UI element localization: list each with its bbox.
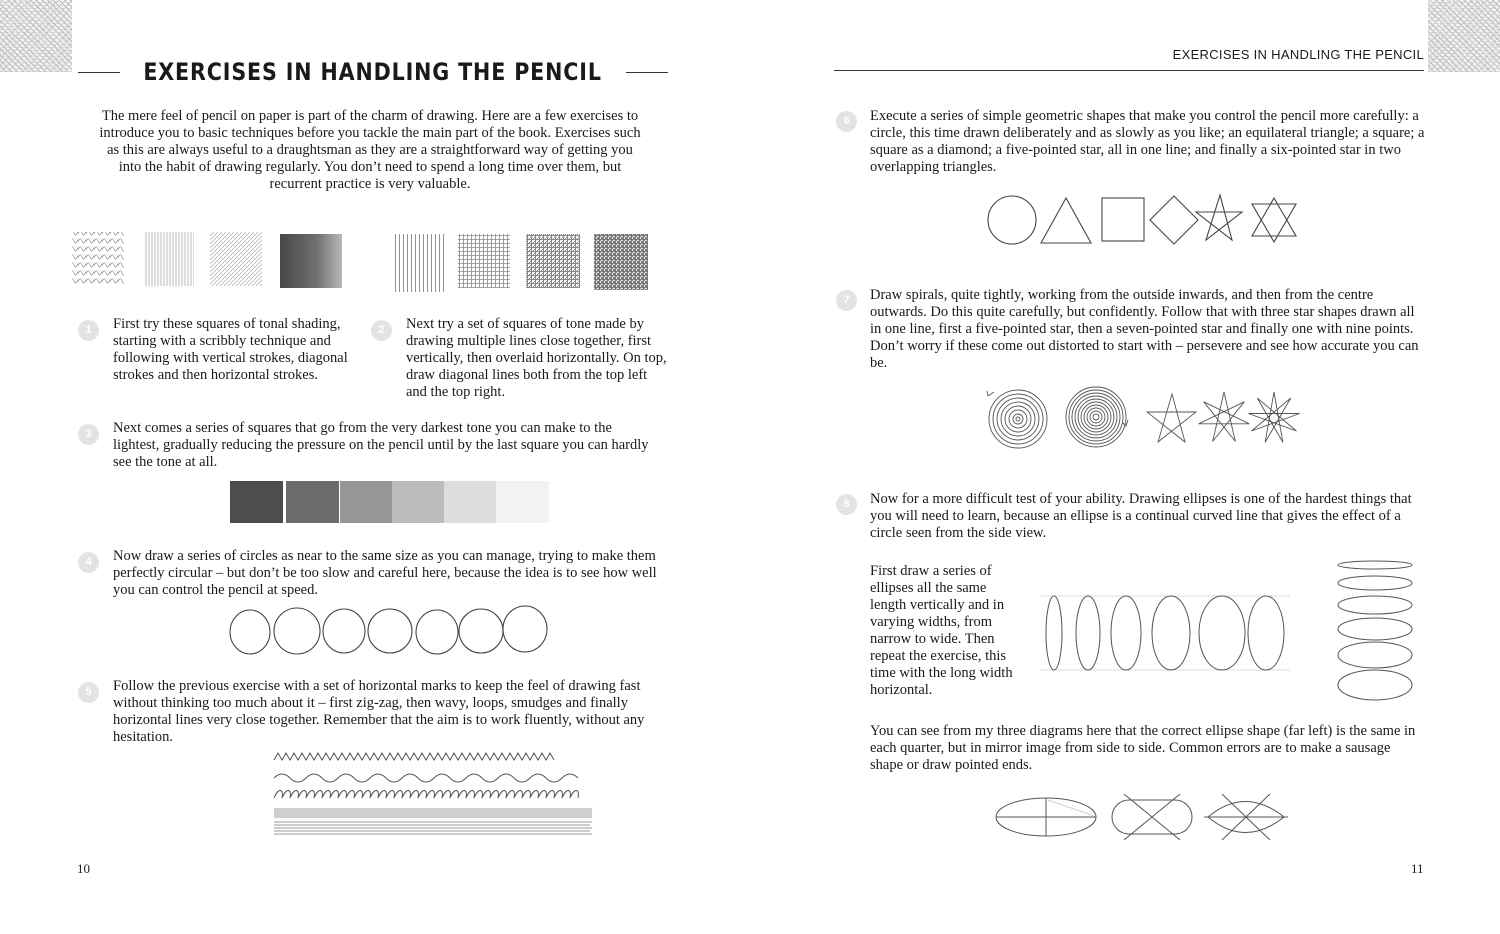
swatch-vertical: [144, 232, 194, 286]
texture-corner-left: [0, 0, 72, 72]
speed-circles: [228, 604, 553, 658]
v-ellipse-4: [1152, 596, 1190, 670]
swatch-lines-xcross: [594, 234, 648, 290]
circle-2: [274, 608, 320, 654]
exercise-number-8: 8: [836, 494, 857, 515]
exercise-7-text: Draw spirals, quite tightly, working from the outside inwards, and then from the centre outwards. Do this quite carefully, but confidently. Follow that with three star shapes drawn all in one line, first a five-pointed star, then a seven-pointed star and finally one with nine points. Don’t worry if these come out distorted to start with – persevere and see how accurate you can be.: [870, 287, 1419, 371]
spirals-and-stars: [984, 386, 1309, 452]
tonal-shading-swatches: [70, 228, 270, 294]
circle-6: [459, 609, 503, 653]
exercise-8-text: Now for a more difficult test of your ability. Drawing ellipses is one of the hardest things that you will need to learn, because an ellipse is a continual curved line that gives the effect of a circle seen from the side view.: [870, 491, 1412, 541]
h-ellipse-1: [1338, 561, 1412, 569]
pressure-tone-swatches: [230, 481, 550, 527]
ellipse-errors-text: You can see from my three diagrams here that the correct ellipse shape (far left) is the same in each quarter, but in mirror image from side to side. Common errors are to make a sausage shape or draw pointed ends.: [870, 723, 1416, 773]
exercise-3-text: Next comes a series of squares that go from the very darkest tone you can make to the lightest, gradually reducing the pressure on the pencil until by the last square you can hardly see the tone at all.: [113, 420, 649, 470]
line-tone-swatches: [390, 230, 660, 296]
sausage-ellipse: [1112, 794, 1192, 840]
spiral-centre-out: [1066, 387, 1126, 447]
star-five-point: [1147, 394, 1196, 442]
vertical-ellipses: [1040, 588, 1290, 676]
h-ellipse-2: [1338, 576, 1412, 590]
circle-4: [368, 609, 412, 653]
shape-circle: [988, 196, 1036, 244]
title-rule-right: [626, 72, 668, 73]
exercise-1-text: First try these squares of tonal shading, starting with a scribbly technique and following with vertical strokes, diagonal strokes and then horizontal strokes.: [113, 316, 348, 383]
spiral-outside-in: [989, 390, 1047, 448]
circle-3: [323, 609, 365, 653]
shape-square: [1102, 198, 1144, 241]
exercise-2-text: Next try a set of squares of tone made by drawing multiple lines close together, first vertically, then overlaid horizontally. On top, draw diagonal lines both from the top left and the top right.: [406, 316, 667, 400]
texture-corner-right: [1428, 0, 1500, 72]
exercise-number-7: 7: [836, 290, 857, 311]
running-head: EXERCISES IN HANDLING THE PENCIL: [1172, 47, 1424, 62]
pointed-ellipse: [1204, 794, 1288, 840]
exercise-number-1: 1: [78, 320, 99, 341]
h-ellipse-4: [1338, 618, 1412, 640]
tone-square-6: [496, 481, 549, 523]
swatch-lines-vertical: [392, 234, 444, 292]
circle-1: [230, 610, 270, 654]
exercise-4-text: Now draw a series of circles as near to the same size as you can manage, trying to make them perfectly circular – but don’t be too slow and careful here, because the idea is to see how well you can control the pencil at speed.: [113, 548, 657, 598]
swatch-diagonal: [210, 232, 262, 286]
exercise-number-3: 3: [78, 424, 99, 445]
v-ellipse-5: [1199, 596, 1245, 670]
v-ellipse-3: [1111, 596, 1141, 670]
v-ellipse-2: [1076, 596, 1100, 670]
zigzag-line: [274, 753, 554, 760]
running-head-rule: [834, 70, 1424, 71]
circle-7: [503, 606, 547, 652]
star-seven-point: [1199, 392, 1250, 441]
v-ellipse-6: [1248, 596, 1284, 670]
exercise-5-text: Follow the previous exercise with a set of horizontal marks to keep the feel of drawing fast without thinking too much about it – first zig-zag, then wavy, loops, smudges and finally horizontal lines very close together. Remember that the aim is to work fluently, without any hesitation.: [113, 678, 645, 745]
intro-paragraph: The mere feel of pencil on paper is part of the charm of drawing. Here are a few exercises to introduce you to basic techniques before you tackle the main part of the book. Exercises such as this are always useful to a draughtsman as they are a straightforward way of getting you into the habit of drawing regularly. You don’t need to spend a long time over them, but recurrent practice is very valuable.: [99, 108, 641, 192]
folio-left: 10: [77, 861, 90, 876]
swatch-lines-cross: [526, 234, 580, 288]
star-nine-point: [1248, 392, 1299, 442]
ellipse-instructions: First draw a series of ellipses all the same length vertically and in varying widths, from narrow to wide. Then repeat the exercise, this time with the long width horizontal.: [870, 563, 1013, 698]
geometric-shapes: [984, 190, 1309, 250]
tone-square-3: [340, 481, 393, 523]
title-row: [78, 52, 668, 92]
tone-square-5: [444, 481, 497, 523]
correct-ellipse: [996, 798, 1096, 836]
exercise-6-text: Execute a series of simple geometric shapes that make you control the pencil more carefully: a circle, this time drawn deliberately and as slowly as you like; an equilateral triangle; a square; a square as a diamond; a five-pointed star, all in one line; and finally a six-pointed star in two overlapping triangles.: [870, 108, 1425, 175]
wavy-line: [274, 774, 578, 782]
ellipse-diagrams: [994, 792, 1294, 842]
exercise-number-5: 5: [78, 682, 99, 703]
swatch-lines-grid: [458, 234, 510, 288]
exercise-number-4: 4: [78, 552, 99, 573]
folio-right: 11: [1411, 861, 1424, 876]
h-ellipse-3: [1338, 596, 1412, 614]
h-ellipse-6: [1338, 670, 1412, 700]
horizontal-marks: [272, 748, 597, 840]
tone-square-4: [392, 481, 445, 523]
close-horizontal-lines: [274, 822, 592, 834]
shape-diamond: [1150, 196, 1198, 244]
circle-5: [416, 610, 458, 654]
v-ellipse-1: [1046, 596, 1062, 670]
swatch-dark-lines: [280, 234, 342, 288]
h-ellipse-5: [1338, 642, 1412, 668]
shape-triangle: [1041, 198, 1091, 243]
loops-line: [274, 791, 578, 799]
tone-square-2: [286, 481, 339, 523]
shape-five-star: [1196, 195, 1242, 240]
swatch-scribbly: [72, 232, 124, 286]
smudge-line: [274, 808, 592, 818]
horizontal-ellipses: [1330, 555, 1420, 705]
tone-square-1: [230, 481, 283, 523]
swatch-dark-gradient-wrap: [278, 232, 348, 292]
title-rule-left: [78, 72, 120, 73]
page-title: EXERCISES IN HANDLING THE PENCIL: [143, 58, 603, 86]
shape-six-star: [1252, 198, 1296, 242]
exercise-number-6: 6: [836, 111, 857, 132]
exercise-number-2: 2: [371, 320, 392, 341]
spiral-arrow-1: [987, 391, 994, 396]
